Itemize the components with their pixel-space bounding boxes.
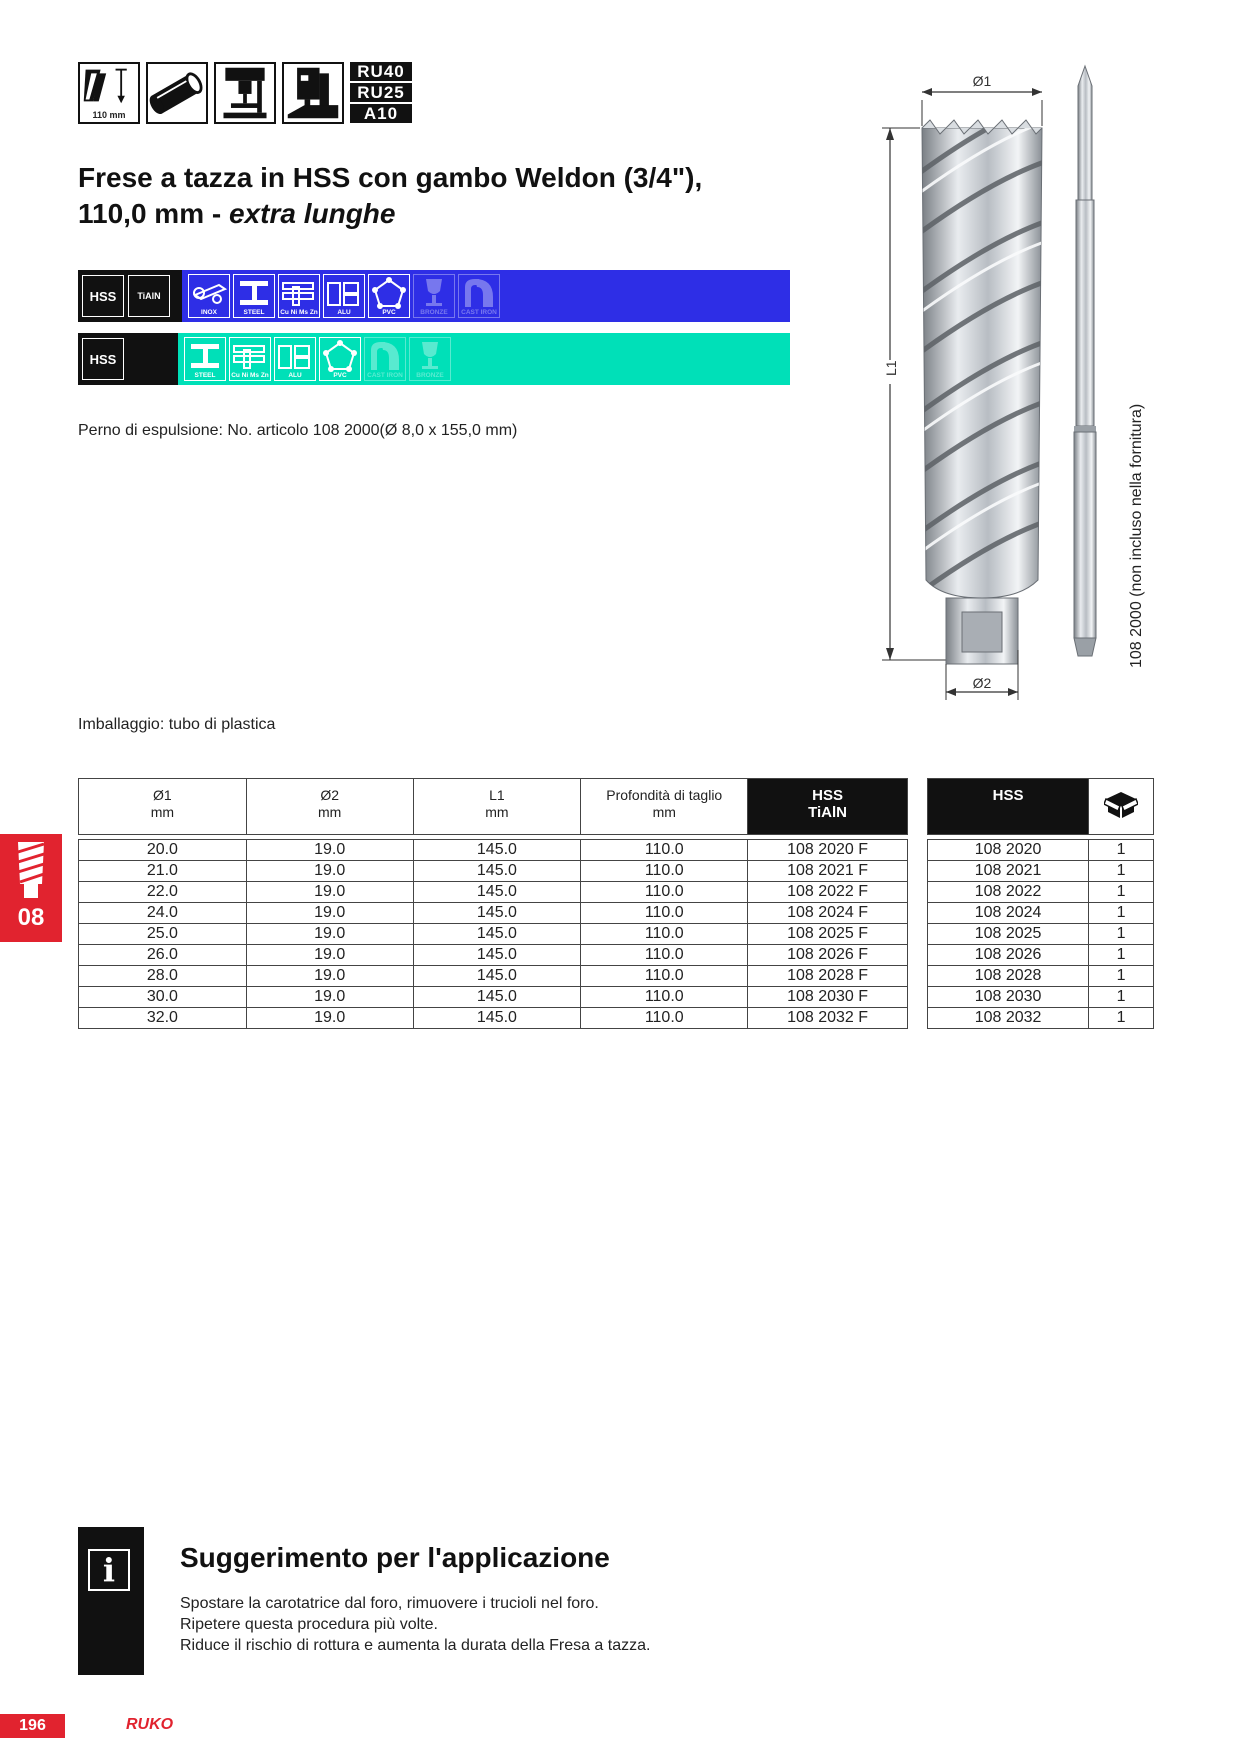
- table-row: [79, 987, 908, 1008]
- table-cell: 145.0: [413, 966, 581, 987]
- table-row: [79, 861, 908, 882]
- title-plain: 110,0 mm -: [78, 198, 229, 229]
- pack-qty-cell: 1: [1089, 882, 1154, 903]
- title-italic: extra lunghe: [228, 198, 396, 229]
- hss-article-table: [927, 778, 1154, 1029]
- table-row: [928, 882, 1154, 903]
- table-cell: 19.0: [246, 840, 413, 861]
- table-cell: 145.0: [413, 840, 581, 861]
- material-label: PVC: [382, 309, 396, 316]
- ejector-pin-note: Perno di espulsione: No. articolo 108 2000(Ø 8,0 x 155,0 mm): [78, 422, 518, 439]
- table-cell: 110.0: [581, 924, 748, 945]
- material-label: STEEL: [194, 372, 216, 379]
- hss-badge: HSS: [82, 275, 124, 317]
- table-cell: 108 2028 F: [748, 966, 908, 987]
- table-cell: 32.0: [79, 1008, 247, 1029]
- material-inox-icon: [188, 274, 230, 318]
- table-row: [79, 945, 908, 966]
- table-cell: 22.0: [79, 882, 247, 903]
- machine-compatibility-badges: [350, 62, 412, 124]
- drill-press-icon: [214, 62, 276, 124]
- pack-qty-cell: 1: [1089, 945, 1154, 966]
- table-cell: 145.0: [413, 1008, 581, 1029]
- material-bronze-icon: [413, 274, 455, 318]
- info-bar: [78, 1527, 144, 1675]
- table-row: [928, 903, 1154, 924]
- pack-qty-cell: 1: [1089, 987, 1154, 1008]
- material-label: BRONZE: [416, 372, 444, 379]
- material-label: ALU: [288, 372, 302, 379]
- table-cell: 110.0: [581, 945, 748, 966]
- table-cell: 21.0: [79, 861, 247, 882]
- material-cast-iron-icon: [458, 274, 500, 318]
- cutter-drawing: [870, 60, 1170, 700]
- table-row: [79, 840, 908, 861]
- table-row: [79, 966, 908, 987]
- material-label: ALU: [337, 309, 351, 316]
- table-cell: 19.0: [246, 924, 413, 945]
- article-number-cell: 108 2024: [928, 903, 1089, 924]
- table-row: [928, 840, 1154, 861]
- table-cell: 108 2026 F: [748, 945, 908, 966]
- table-cell: 110.0: [581, 1008, 748, 1029]
- article-number-cell: 108 2028: [928, 966, 1089, 987]
- table-cell: 110.0: [581, 987, 748, 1008]
- info-title: Suggerimento per l'applicazione: [180, 1542, 610, 1573]
- material-label: PVC: [333, 372, 347, 379]
- pack-qty-cell: 1: [1089, 903, 1154, 924]
- table-cell: 25.0: [79, 924, 247, 945]
- article-number-cell: 108 2022: [928, 882, 1089, 903]
- table-cell: 110.0: [581, 882, 748, 903]
- article-number-cell: 108 2020: [928, 840, 1089, 861]
- title-line-1: Frese a tazza in HSS con gambo Weldon (3/4"),: [78, 162, 703, 193]
- tialn-badge: TiAlN: [128, 275, 170, 317]
- article-number-cell: 108 2026: [928, 945, 1089, 966]
- table-cell: 20.0: [79, 840, 247, 861]
- table-row: [928, 861, 1154, 882]
- article-number-cell: 108 2030: [928, 987, 1089, 1008]
- depth-label: 110 mm: [92, 110, 126, 120]
- table-row: [79, 1008, 908, 1029]
- table-cell: 145.0: [413, 861, 581, 882]
- table-cell: 19.0: [246, 966, 413, 987]
- table-row: [928, 987, 1154, 1008]
- table-cell: 145.0: [413, 945, 581, 966]
- table-cell: 108 2032 F: [748, 1008, 908, 1029]
- pack-qty-cell: 1: [1089, 1008, 1154, 1029]
- info-icon: i: [88, 1549, 130, 1591]
- material-bronze-icon: [409, 337, 451, 381]
- table-row: [79, 924, 908, 945]
- info-text: [180, 1593, 650, 1656]
- chapter-number: 08: [17, 904, 45, 931]
- table-cell: 110.0: [581, 840, 748, 861]
- material-pvc-icon: [368, 274, 410, 318]
- table-cell: 19.0: [246, 882, 413, 903]
- article-number-cell: 108 2032: [928, 1008, 1089, 1029]
- dimensions-table: [78, 778, 908, 1029]
- material-alu-icon: [323, 274, 365, 318]
- col-d2: Ø2 mm: [246, 779, 413, 835]
- coating-badges: [78, 333, 178, 385]
- pack-qty-cell: 1: [1089, 861, 1154, 882]
- article-number-cell: 108 2021: [928, 861, 1089, 882]
- table-cell: 108 2020 F: [748, 840, 908, 861]
- ru25-badge: RU25: [350, 83, 412, 102]
- ru40-badge: RU40: [350, 62, 412, 81]
- d2-label: Ø2: [972, 675, 992, 691]
- table-cell: 110.0: [581, 903, 748, 924]
- chapter-tab[interactable]: [0, 834, 62, 942]
- table-header-row: [928, 779, 1154, 835]
- package-box-icon: [1104, 790, 1138, 820]
- application-icons: [78, 62, 412, 124]
- table-row: [928, 924, 1154, 945]
- brand-logo: RUKO: [126, 1716, 174, 1733]
- table-cell: 145.0: [413, 987, 581, 1008]
- col-pack-qty: [1089, 779, 1154, 835]
- col-d1: Ø1 mm: [79, 779, 247, 835]
- tube-icon: [146, 62, 208, 124]
- ejector-pin-label: 108 2000 (non incluso nella fornitura): [1128, 403, 1145, 668]
- table-cell: 19.0: [246, 945, 413, 966]
- material-steel-icon: [233, 274, 275, 318]
- packaging-note: Imballaggio: tubo di plastica: [78, 716, 276, 733]
- material-cu-ni-ms-zn-icon: [229, 337, 271, 381]
- table-cell: 110.0: [581, 861, 748, 882]
- table-row: [928, 1008, 1154, 1029]
- material-label: CAST IRON: [367, 372, 403, 379]
- table-header-row: [79, 779, 908, 835]
- table-cell: 145.0: [413, 903, 581, 924]
- material-alu-icon: [274, 337, 316, 381]
- material-label: BRONZE: [420, 309, 448, 316]
- table-row: [79, 903, 908, 924]
- material-label: INOX: [201, 309, 217, 316]
- material-icons: [182, 274, 500, 318]
- table-cell: 108 2030 F: [748, 987, 908, 1008]
- table-row: [928, 945, 1154, 966]
- table-cell: 145.0: [413, 924, 581, 945]
- table-cell: 28.0: [79, 966, 247, 987]
- coating-badges: [78, 270, 182, 322]
- table-cell: 30.0: [79, 987, 247, 1008]
- material-label: CAST IRON: [461, 309, 497, 316]
- cutting-depth-icon: [78, 62, 140, 124]
- article-number-cell: 108 2025: [928, 924, 1089, 945]
- col-cutting-depth: Profondità di taglio mm: [581, 779, 748, 835]
- table-cell: 110.0: [581, 966, 748, 987]
- title-line-2: [78, 196, 702, 232]
- table-cell: 26.0: [79, 945, 247, 966]
- material-label: STEEL: [243, 309, 265, 316]
- l1-label: L1: [883, 360, 899, 376]
- table-cell: 19.0: [246, 1008, 413, 1029]
- table-cell: 19.0: [246, 903, 413, 924]
- material-steel-icon: [184, 337, 226, 381]
- info-line: Ripetere questa procedura più volte.: [180, 1616, 438, 1633]
- table-cell: 145.0: [413, 882, 581, 903]
- material-cu-ni-ms-zn-icon: [278, 274, 320, 318]
- table-cell: 108 2025 F: [748, 924, 908, 945]
- info-line: Spostare la carotatrice dal foro, rimuovere i trucioli nel foro.: [180, 1595, 599, 1612]
- magnetic-drill-icon: [282, 62, 344, 124]
- pack-qty-cell: 1: [1089, 840, 1154, 861]
- hss-badge: HSS: [82, 338, 124, 380]
- table-cell: 19.0: [246, 861, 413, 882]
- col-l1: L1 mm: [413, 779, 581, 835]
- table-cell: 19.0: [246, 987, 413, 1008]
- material-label: Cu Ni Ms Zn: [280, 309, 318, 316]
- a10-badge: A10: [350, 104, 412, 123]
- material-bar-hss: [78, 333, 790, 385]
- material-icons: [178, 337, 451, 381]
- material-bar-hss-tialn: [78, 270, 790, 322]
- material-pvc-icon: [319, 337, 361, 381]
- pack-qty-cell: 1: [1089, 966, 1154, 987]
- pack-qty-cell: 1: [1089, 924, 1154, 945]
- annular-cutter-icon: [0, 838, 62, 908]
- page-number: 196: [0, 1714, 65, 1738]
- table-row: [928, 966, 1154, 987]
- material-cast-iron-icon: [364, 337, 406, 381]
- col-hss-tialn: HSS TiAlN: [748, 779, 908, 835]
- table-cell: 24.0: [79, 903, 247, 924]
- table-cell: 108 2021 F: [748, 861, 908, 882]
- table-cell: 108 2024 F: [748, 903, 908, 924]
- table-cell: 108 2022 F: [748, 882, 908, 903]
- d1-label: Ø1: [972, 73, 992, 89]
- col-hss: HSS: [928, 779, 1089, 835]
- table-row: [79, 882, 908, 903]
- material-label: Cu Ni Ms Zn: [231, 372, 269, 379]
- product-title: [78, 160, 702, 232]
- info-line: Riduce il rischio di rottura e aumenta la durata della Fresa a tazza.: [180, 1637, 651, 1654]
